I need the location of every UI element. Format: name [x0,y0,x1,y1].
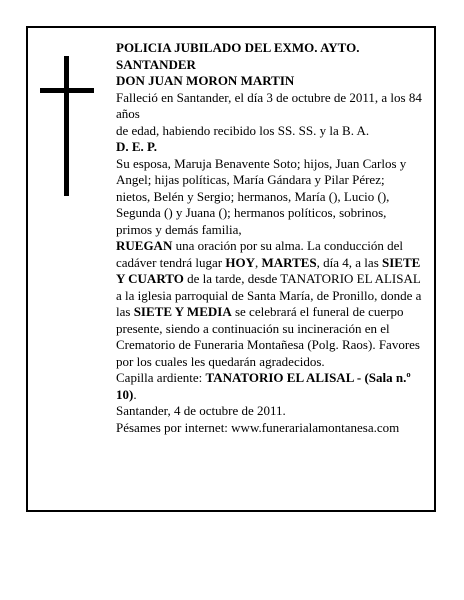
funeral-details: RUEGAN una oración por su alma. La conducción del cadáver tendrá lugar HOY, MARTES, día 4, a las SIETE Y CUARTO de la tarde, desde TANATORIO EL ALISAL a la iglesia parroquial de Santa María, de Pronillo, donde a las SIETE Y MEDIA se celebrará el funeral de cuerpo presente, siendo a continuación su incineración en el Crematorio de Funeraria Montañesa (Polg. Raos). Favores por los cuales les quedarán agradecidos. [116,238,422,369]
cross-icon-bar [40,88,94,93]
chapel-info: Capilla ardiente: TANATORIO EL ALISAL - (Sala n.º 10). [116,370,411,402]
family-list: Su esposa, Maruja Benavente Soto; hijos, Juan Carlos y Angel; hijas políticas, María Gándara y Pilar Pérez; nietos, Belén y Sergio; hermanos, María (), Lucio (), Segunda () y Juana (); hermanos políticos, sobrinos, primos y demás familia, [116,155,407,237]
heading-name: DON JUAN MORON MARTIN [116,73,295,88]
condolences-line: Pésames por internet: www.funerarialamontanesa.com [116,419,400,435]
death-notice: Falleció en Santander, el día 3 de octubre de 2011, a los 84 años [116,89,422,121]
heading-institution: POLICIA JUBILADO DEL EXMO. AYTO. SANTANDER [116,40,360,72]
cross-icon [64,56,69,196]
date-line: Santander, 4 de octubre de 2011. [116,403,286,418]
rip: D. E. P. [116,139,158,154]
obituary-text [116,40,422,436]
death-notice-cont: de edad, habiendo recibido los SS. SS. y la B. A. [116,122,370,138]
